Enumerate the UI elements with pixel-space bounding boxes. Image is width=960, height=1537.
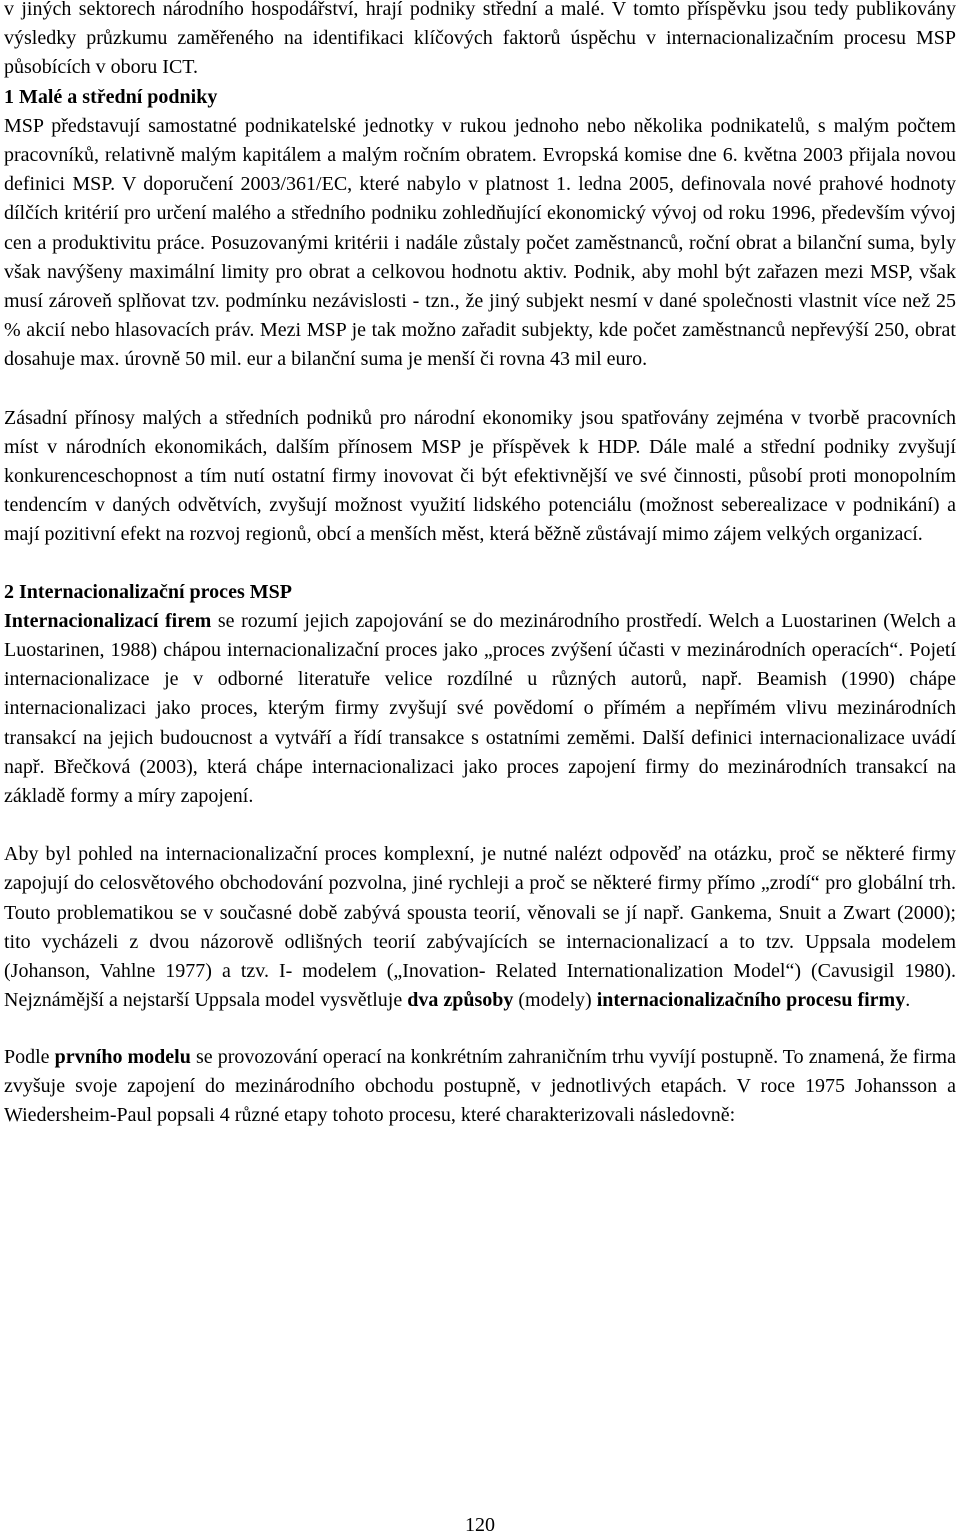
section-1-paragraph-2: Zásadní přínosy malých a středních podniků pro národní ekonomiky jsou spatřovány zejména v tvorbě pracovních míst v národních ekonomikách, dalším přínosem MSP je příspěvek k HDP. Dále malé a střední podniky zvyšují konkurenceschopnost a tím nutí ostatní firmy inovovat či být efektivnější ve své činnosti, působí proti monopolním tendencím v daných odvětvích, zvyšují možnost využití lidského potenciálu (možnost seberealizace v podnikání) a mají pozitivní efekt na rozvoj regionů, obcí a menších měst, která běžně zůstávají mimo zájem velkých organizací. bbox=[4, 406, 956, 546]
section-2-paragraph-3-text-a: Podle bbox=[4, 1045, 55, 1068]
section-1-paragraph-1: MSP představují samostatné podnikatelské jednotky v rukou jednoho nebo několika podnikatelů, s malým počtem pracovníků, relativně malým kapitálem a malým ročním obratem. Evropská komise dne 6. května 2003 přijala novou definici MSP. V doporučení 2003/361/EC, které nabylo v platnost 1. ledna 2005, definovala nové prahové hodnoty dílčích kritérií pro určení malého a středního podniku zohledňující ekonomický vývoj od roku 1996, především vývoj cen a produktivitu práce. Posuzovanými kritérii i nadále zůstaly počet zaměstnanců, roční obrat a bilanční suma, byly však navýšeny maximální limity pro obrat a celkovou hodnotu aktiv. Podnik, aby mohl být zařazen mezi MSP, však musí zároveň splňovat tzv. podmínku nezávislosti - tzn., že jiný subjekt nesmí v dané společnosti vlastnit více než 25 % akcií nebo hlasovacích práv. Mezi MSP je tak možno zařadit subjekty, kde počet zaměstnanců nepřevýší 250, obrat dosahuje max. úrovně 50 mil. eur a bilanční suma je menší či rovna 43 mil euro. bbox=[4, 114, 956, 371]
section-2-paragraph-1-text: se rozumí jejich zapojování se do mezinárodního prostředí. Welch a Luostarinen (Welch a Luostarinen, 1988) chápou internacionalizační proces jako „proces zvýšení účasti v mezinárodních operacích“. Pojetí internacionalizace je v odborné literatuře velice rozdílné u různých autorů, např. Beamish (1990) chápe internacionalizaci jako proces, kterým firmy zvyšují své povědomí o přímém a nepřímém vlivu mezinárodních transakcí na jejich budoucnost a vytváří a řídí transakce s ostatními zeměmi. Další definici internacionalizace uvádí např. Břečková (2003), která chápe internacionalizaci jako proces zapojení firmy do mezinárodních transakcí na základě formy a míry zapojení. bbox=[4, 609, 956, 808]
section-2-paragraph-2 bbox=[4, 840, 956, 1015]
section-2-paragraph-2-text-c: . bbox=[905, 989, 911, 1012]
section-2-heading: 2 Internacionalizační proces MSP bbox=[4, 580, 292, 603]
section-2-paragraph-2-bold-a: dva způsoby bbox=[407, 989, 514, 1012]
section-1-heading: 1 Malé a střední podniky bbox=[4, 85, 218, 108]
section-2-paragraph-3-text-b: se provozování operací na konkrétním zahraničním trhu vyvíjí postupně. To znamená, že firma zvyšuje svoje zapojení do mezinárodního obchodu postupně, v jednotlivých etapách. V roce 1975 Johansson a Wiedersheim-Paul popsali 4 různé etapy tohoto procesu, které charakterizovali následovně: bbox=[4, 1045, 956, 1126]
section-2-paragraph-3 bbox=[4, 1043, 956, 1131]
section-2-term: Internacionalizací firem bbox=[4, 609, 212, 632]
section-2-paragraph-2-text-b: (modely) bbox=[513, 989, 597, 1012]
page-number: 120 bbox=[465, 1514, 495, 1536]
intro-paragraph: v jiných sektorech národního hospodářství, hrají podniky střední a malé. V tomto příspěvku jsou tedy publikovány výsledky průzkumu zaměřeného na identifikaci klíčových faktorů úspěchu v internacionalizačním procesu MSP působících v oboru ICT. bbox=[4, 0, 956, 79]
section-2-paragraph-2-bold-b: internacionalizačního procesu firmy bbox=[596, 989, 906, 1012]
section-2-paragraph-2-text-a: Aby byl pohled na internacionalizační proces komplexní, je nutné nalézt odpověď na otázku, proč se některé firmy zapojují do celosvětového obchodování pozvolna, jiné rychleji a proč se některé firmy přímo „zrodí“ pro globální trh. Touto problematikou se v současné době zabývá spousta teorií, věnovali se jí např. Gankema, Snuit a Zwart (2000); tito vycházeli z dvou názorově odlišných teorií zabývajících se internacionalizací a to tzv. Uppsala modelem (Johanson, Vahlne 1977) a tzv. I- modelem („Inovation- Related Internationalization Model“) (Cavusigil 1980). Nejznámější a nejstarší Uppsala model vysvětluje bbox=[4, 843, 956, 1012]
document-page bbox=[4, 0, 956, 1130]
section-2-paragraph-3-bold: prvního modelu bbox=[54, 1045, 191, 1068]
section-2-paragraph-1 bbox=[4, 607, 956, 811]
